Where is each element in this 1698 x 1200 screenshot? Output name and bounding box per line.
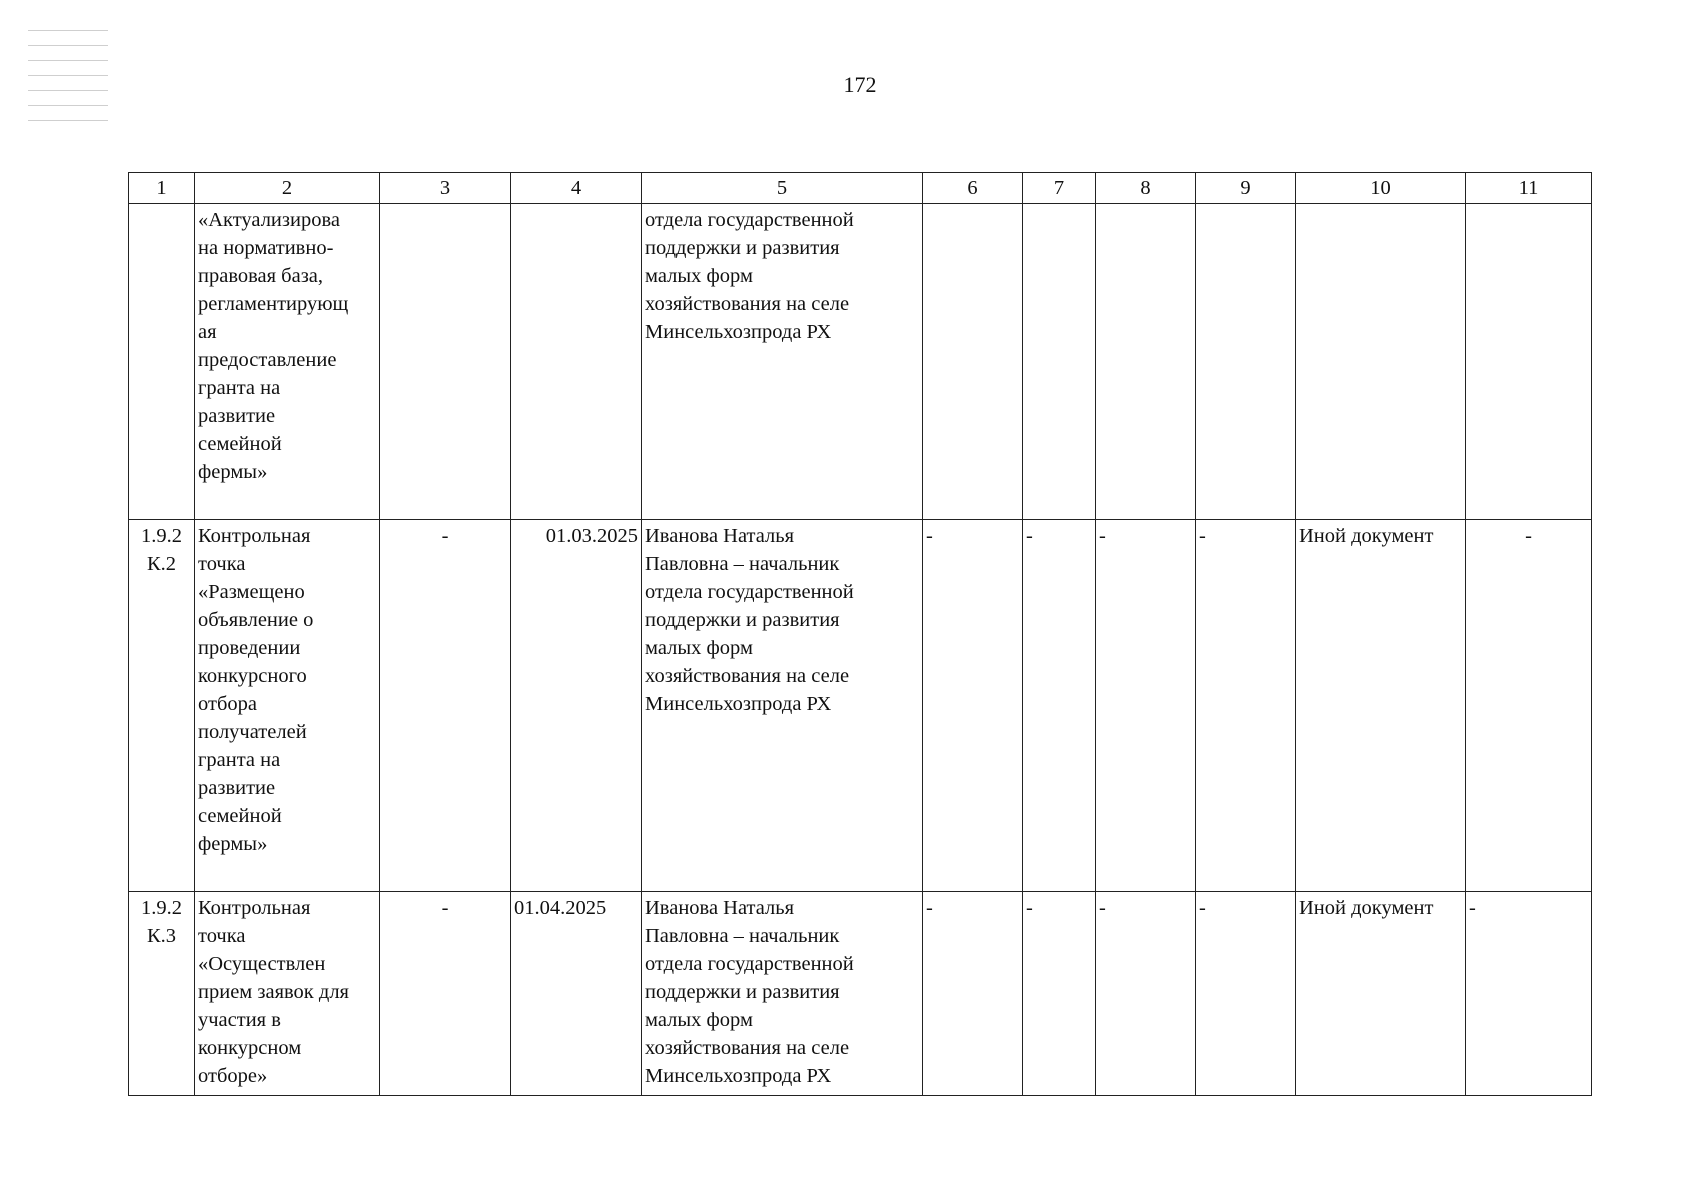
cell-col-8: - [1096,520,1196,892]
cell-col-8: - [1096,892,1196,1096]
cell-col-3 [380,204,511,520]
page-number: 172 [843,72,877,97]
header-col-6: 6 [923,173,1023,204]
header-col-4: 4 [511,173,642,204]
cell-col-7: - [1023,892,1096,1096]
cell-col-3: - [380,892,511,1096]
cell-col-6: - [923,892,1023,1096]
cell-responsible: Иванова Наталья Павловна – начальник отдела государственной поддержки и развития малых форм хозяйствования на селе Минсельхозпрода РХ [642,892,923,1096]
cell-number: 1.9.2 К.2 [129,520,195,892]
cell-document-type: Иной документ [1296,520,1466,892]
cell-col-11 [1466,204,1592,520]
cell-col-8 [1096,204,1196,520]
cell-col-3: - [380,520,511,892]
header-col-11: 11 [1466,173,1592,204]
cell-col-6 [923,204,1023,520]
cell-col-11: - [1466,520,1592,892]
header-col-3: 3 [380,173,511,204]
cell-document-type [1296,204,1466,520]
cell-date: 01.04.2025 [511,892,642,1096]
header-col-2: 2 [195,173,380,204]
cell-col-11: - [1466,892,1592,1096]
header-col-8: 8 [1096,173,1196,204]
header-col-7: 7 [1023,173,1096,204]
cell-responsible: отдела государственной поддержки и развития малых форм хозяйствования на селе Минсельхозпрода РХ [642,204,923,520]
cell-responsible: Иванова Наталья Павловна – начальник отдела государственной поддержки и развития малых форм хозяйствования на селе Минсельхозпрода РХ [642,520,923,892]
cell-event-name: «Актуализирова на нормативно- правовая база, регламентирующ ая предоставление гранта на развитие семейной фермы» [195,204,380,520]
cell-col-9: - [1196,892,1296,1096]
table-header-row [129,173,1592,204]
cell-number [129,204,195,520]
table-row [129,520,1592,892]
cell-event-name: Контрольная точка «Размещено объявление о проведении конкурсного отбора получателей гранта на развитие семейной фермы» [195,520,380,892]
cell-col-9 [1196,204,1296,520]
table-row [129,892,1592,1096]
margin-scan-marks [28,30,108,250]
cell-number: 1.9.2 К.3 [129,892,195,1096]
cell-col-7: - [1023,520,1096,892]
table-row [129,204,1592,520]
cell-col-7 [1023,204,1096,520]
cell-date [511,204,642,520]
cell-col-9: - [1196,520,1296,892]
cell-date: 01.03.2025 [511,520,642,892]
header-col-9: 9 [1196,173,1296,204]
header-col-10: 10 [1296,173,1466,204]
document-table [128,172,1592,1096]
header-col-1: 1 [129,173,195,204]
cell-col-6: - [923,520,1023,892]
header-col-5: 5 [642,173,923,204]
cell-event-name: Контрольная точка «Осуществлен прием заявок для участия в конкурсном отборе» [195,892,380,1096]
cell-document-type: Иной документ [1296,892,1466,1096]
